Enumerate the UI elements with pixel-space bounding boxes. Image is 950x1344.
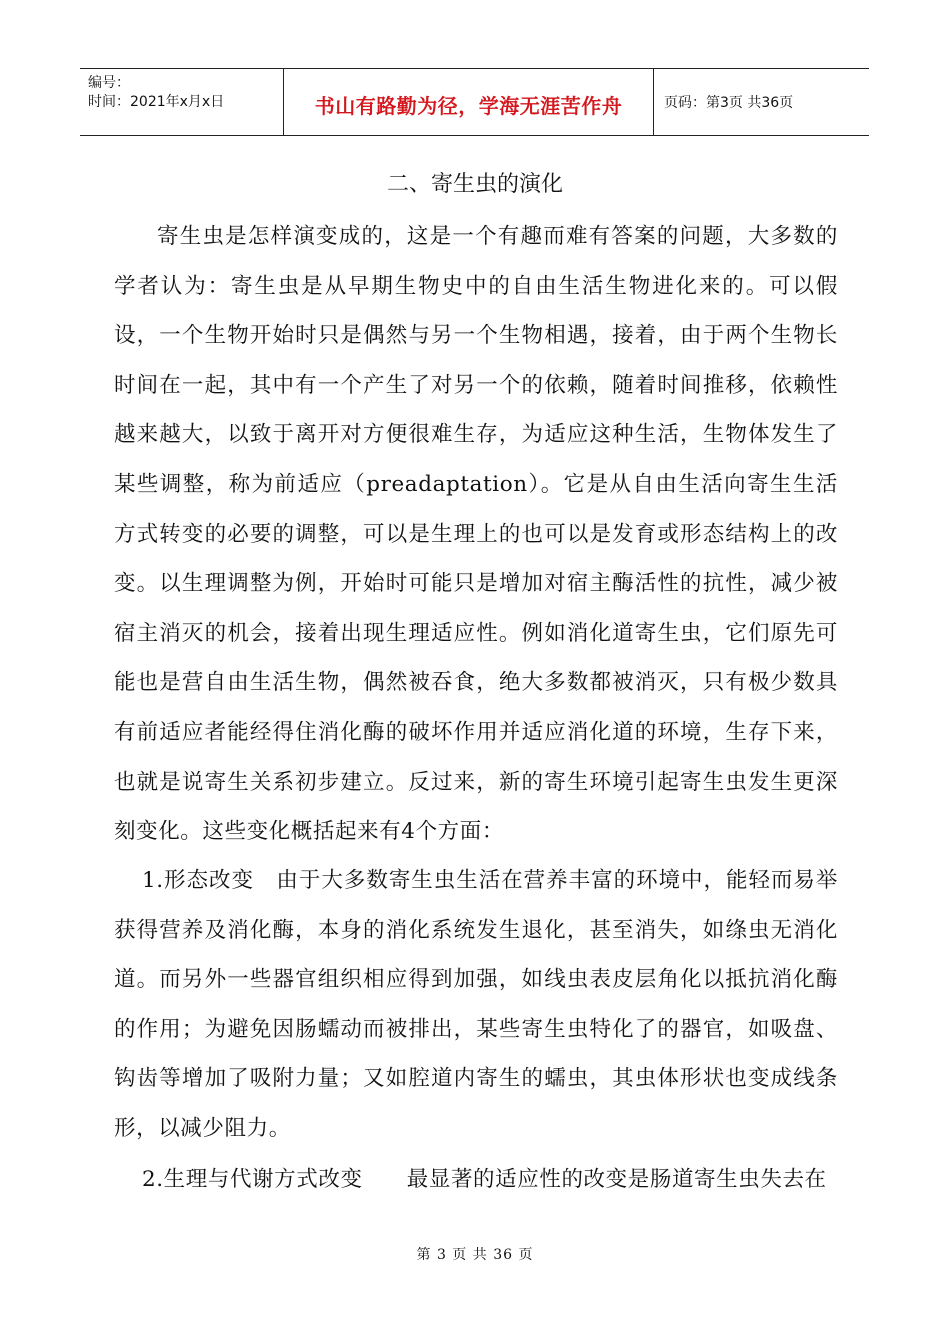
document-date: 时间：2021年x月x日 [88,94,225,110]
section-title: 二、寄生虫的演化 [386,172,563,197]
body-paragraph: 1.形态改变 由于大多数寄生虫生活在营养丰富的环境中，能轻而易举获得营养及消化酶，本身的消化系统发生退化，甚至消失，如绦虫无消化道。而另外一些器官组织相应得到加强，如线虫表皮层角化以抵抗消化酶的作用；为避免因肠蠕动而被排出，某些寄生虫特化了的器官，如吸盘、钩齿等增加了吸附力量；又如腔道内寄生的蠕虫，其虫体形状也变成线条形，以减少阻力。 [114,868,838,1141]
body-paragraph: 寄生虫是怎样演变成的，这是一个有趣而难有答案的问题，大多数的学者认为：寄生虫是从早期生物史中的自由生活生物进化来的。可以假设，一个生物开始时只是偶然与另一个生物相遇，接着，由于两个生物长时间在一起，其中有一个产生了对另一个的依赖，随着时间推移，依赖性越来越大，以致于离开对方便很难生存，为适应这种生活，生物体发生了某些调整，称为前适应（preadaptation）。它是从自由生活向寄生生活方式转变的必要的调整，可以是生理上的也可以是发育或形态结构上的改变。以生理调整为例，开始时可能只是增加对宿主酶活性的抗性，减少被宿主消灭的机会，接着出现生理适应性。例如消化道寄生虫，它们原先可能也是营自由生活生物，偶然被吞食，绝大多数都被消灭，只有极少数具有前适应者能经得住消化酶的破坏作用并适应消化道的环境，生存下来，也就是说寄生关系初步建立。反过来，新的寄生环境引起寄生虫发生更深刻变化。这些变化概括起来有4个方面： [114,224,838,845]
page-footer: 第 3 页 共 36 页 [416,1247,534,1263]
header-page-info [654,69,869,135]
header-motto-cell [283,69,654,135]
body-paragraph: 2.生理与代谢方式改变 最显著的适应性的改变是肠道寄生虫失去在 [141,1167,827,1192]
page-header [80,68,869,136]
header-meta [80,69,283,135]
document-number: 编号： [88,75,130,91]
page-info-text: 页码：第3页 共36页 [664,95,794,111]
motto-text: 书山有路勤为径，学海无涯苦作舟 [314,93,623,118]
